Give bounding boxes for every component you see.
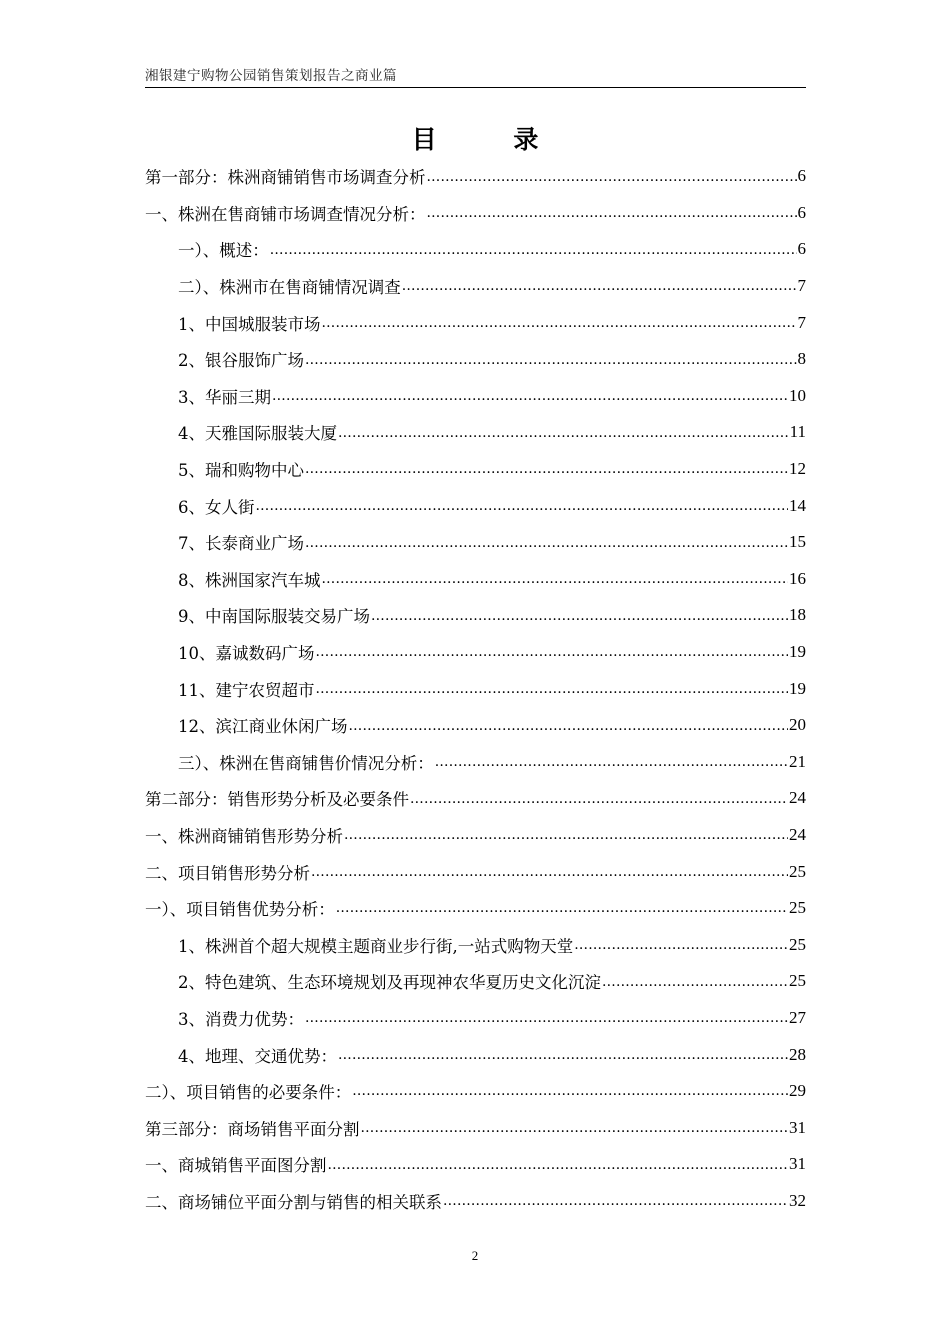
toc-title xyxy=(0,120,950,156)
toc-dot-leader xyxy=(344,825,788,846)
toc-entry-label: 9、中南国际服装交易广场 xyxy=(178,607,370,627)
toc-dot-leader xyxy=(574,934,788,955)
toc-entry[interactable] xyxy=(145,890,806,927)
toc-entry[interactable] xyxy=(145,817,806,854)
toc-dot-leader xyxy=(322,312,797,333)
toc-entry-page: 6 xyxy=(797,239,806,259)
toc-entry-label: 3、华丽三期 xyxy=(178,387,271,407)
toc-entry-label: 2、银谷服饰广场 xyxy=(178,351,304,371)
toc-entry-page: 25 xyxy=(789,898,806,918)
toc-entry-page: 20 xyxy=(789,715,806,735)
toc-entry-page: 7 xyxy=(797,312,806,332)
toc-entry-label: 10、嘉诚数码广场 xyxy=(178,644,315,664)
toc-dot-leader xyxy=(427,166,797,187)
toc-entry-page: 11 xyxy=(789,422,806,442)
toc-entry-label: 一、株洲在售商铺市场调查情况分析： xyxy=(145,204,426,224)
toc-entry-label: 7、长泰商业广场 xyxy=(178,534,304,554)
page-header xyxy=(145,62,806,88)
toc-entry-page: 6 xyxy=(797,166,806,186)
toc-dot-leader xyxy=(328,1154,789,1175)
toc-entry-label: 二）、株洲市在售商铺情况调查 xyxy=(178,278,401,298)
toc-entry[interactable] xyxy=(145,670,806,707)
toc-dot-leader xyxy=(272,386,788,407)
toc-entry[interactable] xyxy=(145,963,806,1000)
toc-entry-label: 一、商城销售平面图分割 xyxy=(145,1156,327,1176)
toc-entry-label: 第三部分：商场销售平面分割 xyxy=(145,1119,360,1139)
toc-entry-page: 24 xyxy=(789,788,806,808)
toc-entry-label: 二、项目销售形势分析 xyxy=(145,863,310,883)
toc-dot-leader xyxy=(316,678,789,699)
toc-entry-page: 12 xyxy=(789,459,806,479)
toc-dot-leader xyxy=(352,1081,788,1102)
toc-dot-leader xyxy=(361,1117,789,1138)
toc-entry[interactable] xyxy=(145,597,806,634)
toc-entry-label: 一）、项目销售优势分析： xyxy=(145,900,335,920)
toc-entry-label: 三）、株洲在售商铺售价情况分析： xyxy=(178,753,434,773)
toc-entry-page: 7 xyxy=(797,276,806,296)
toc-entry-page: 14 xyxy=(789,495,806,515)
toc-dot-leader xyxy=(270,239,797,260)
toc-entry-label: 11、建宁农贸超市 xyxy=(178,680,315,700)
toc-entry[interactable] xyxy=(145,780,806,817)
toc-entry-page: 25 xyxy=(789,934,806,954)
toc-entry[interactable] xyxy=(145,341,806,378)
toc-entry-page: 24 xyxy=(789,824,806,844)
toc-entry[interactable] xyxy=(145,487,806,524)
toc-title-text: 目 录 xyxy=(411,125,573,154)
toc-entry-page: 6 xyxy=(797,202,806,222)
toc-entry[interactable] xyxy=(145,853,806,890)
toc-entry-label: 4、天雅国际服装大厦 xyxy=(178,424,337,444)
toc-entry-page: 32 xyxy=(789,1190,806,1210)
toc-entry-page: 31 xyxy=(789,1154,806,1174)
toc-dot-leader xyxy=(443,1191,788,1212)
toc-entry-label: 二、商场铺位平面分割与销售的相关联系 xyxy=(145,1192,442,1212)
toc-entry-label: 6、女人街 xyxy=(178,497,255,517)
toc-entry[interactable] xyxy=(145,634,806,671)
toc-entry-label: 8、株洲国家汽车城 xyxy=(178,570,321,590)
toc-entry[interactable] xyxy=(145,231,806,268)
toc-entry-label: 一）、概述： xyxy=(178,241,269,261)
toc-dot-leader xyxy=(256,495,789,516)
page-number: 2 xyxy=(471,1248,479,1263)
toc-dot-leader xyxy=(349,715,789,736)
toc-entry-page: 27 xyxy=(789,1007,806,1027)
toc-entry[interactable] xyxy=(145,1183,806,1220)
toc-entry[interactable] xyxy=(145,707,806,744)
toc-entry[interactable] xyxy=(145,414,806,451)
toc-dot-leader xyxy=(435,751,788,772)
toc-dot-leader xyxy=(305,1008,788,1029)
toc-entry[interactable] xyxy=(145,561,806,598)
toc-entry[interactable] xyxy=(145,524,806,561)
toc-entry[interactable] xyxy=(145,158,806,195)
toc-entry-label: 第一部分：株洲商铺销售市场调查分析 xyxy=(145,168,426,188)
toc-entry-page: 28 xyxy=(789,1044,806,1064)
toc-dot-leader xyxy=(305,532,788,553)
toc-entry-label: 1、中国城服装市场 xyxy=(178,314,321,334)
toc-entry-page: 19 xyxy=(789,642,806,662)
toc-entry-page: 25 xyxy=(789,971,806,991)
toc-entry-label: 一、株洲商铺销售形势分析 xyxy=(145,826,343,846)
toc-dot-leader xyxy=(316,642,789,663)
toc-entry-page: 25 xyxy=(789,861,806,881)
toc-dot-leader xyxy=(338,422,789,443)
toc-entry[interactable] xyxy=(145,1036,806,1073)
toc-entry-page: 15 xyxy=(789,532,806,552)
toc-entry-label: 二）、项目销售的必要条件： xyxy=(145,1083,352,1103)
toc-dot-leader xyxy=(602,971,788,992)
toc-entry-label: 2、特色建筑、生态环境规划及再现神农华夏历史文化沉淀 xyxy=(178,973,601,993)
header-text: 湘银建宁购物公园销售策划报告之商业篇 xyxy=(145,68,397,84)
toc-dot-leader xyxy=(311,861,788,882)
toc-entry[interactable] xyxy=(145,1000,806,1037)
toc-entry[interactable] xyxy=(145,1146,806,1183)
toc-dot-leader xyxy=(427,203,797,224)
toc-dot-leader xyxy=(305,349,797,370)
table-of-contents xyxy=(145,158,806,1219)
toc-dot-leader xyxy=(338,1044,788,1065)
toc-entry[interactable] xyxy=(145,1109,806,1146)
toc-entry[interactable] xyxy=(145,268,806,305)
toc-entry-page: 29 xyxy=(789,1081,806,1101)
toc-dot-leader xyxy=(410,788,788,809)
toc-entry-page: 16 xyxy=(789,568,806,588)
toc-dot-leader xyxy=(402,276,797,297)
toc-entry[interactable] xyxy=(145,1073,806,1110)
toc-entry-page: 21 xyxy=(789,751,806,771)
toc-entry-page: 8 xyxy=(797,349,806,369)
toc-entry-label: 第二部分：销售形势分析及必要条件 xyxy=(145,790,409,810)
toc-entry[interactable] xyxy=(145,744,806,781)
toc-entry-label: 12、滨江商业休闲广场 xyxy=(178,717,348,737)
toc-dot-leader xyxy=(322,569,789,590)
toc-entry-page: 19 xyxy=(789,678,806,698)
toc-entry-page: 18 xyxy=(789,605,806,625)
toc-entry-label: 5、瑞和购物中心 xyxy=(178,461,304,481)
toc-dot-leader xyxy=(305,459,788,480)
toc-entry[interactable] xyxy=(145,378,806,415)
toc-entry[interactable] xyxy=(145,195,806,232)
toc-dot-leader xyxy=(336,898,788,919)
toc-entry[interactable] xyxy=(145,451,806,488)
toc-entry[interactable] xyxy=(145,304,806,341)
toc-entry[interactable] xyxy=(145,926,806,963)
toc-entry-label: 3、消费力优势： xyxy=(178,1009,304,1029)
toc-entry-label: 4、地理、交通优势： xyxy=(178,1046,337,1066)
toc-dot-leader xyxy=(371,605,788,626)
toc-entry-label: 1、株洲首个超大规模主题商业步行街,一站式购物天堂 xyxy=(178,936,574,956)
toc-entry-page: 31 xyxy=(789,1117,806,1137)
toc-entry-page: 10 xyxy=(789,385,806,405)
